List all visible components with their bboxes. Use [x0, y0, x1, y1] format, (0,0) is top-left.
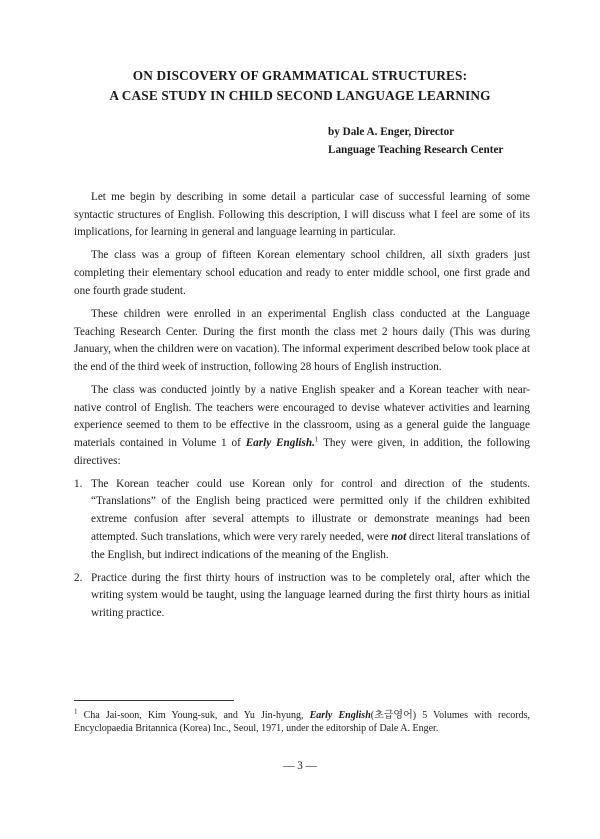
list-number: 2.: [74, 571, 83, 584]
footnote-korean-title: (초급영어): [370, 710, 417, 721]
author-name: by Dale A. Enger, Director: [328, 126, 455, 138]
list-item-text: The Korean teacher could use Korean only for control and direction of the students. “Translations” of the English being practiced were permitted only if the children exhibited extreme confusion after several attempts to illustrate or demonstrate meanings had been attempted. Such translations, which were very rarely needed, were: [91, 477, 530, 543]
footnote-mark: 1: [74, 707, 78, 716]
list-item-tail: direct literal translations of the English, but indirect indications of the meaning of the English.: [91, 530, 530, 561]
author-affiliation: Language Teaching Research Center: [328, 144, 504, 156]
list-item: [74, 476, 530, 565]
footnote-book-title: Early English: [309, 710, 371, 721]
paragraph-4-text: The class was conducted jointly by a native English speaker and a Korean teacher with near-native control of English. The teachers were encouraged to devise whatever activities and learning experience seemed to them to be effective in the classroom, using as a general guide the language materials contained in Volume 1 of: [74, 383, 530, 450]
paragraph-4-tail: They were given, in addition, the following directives:: [74, 437, 530, 467]
paper-title: [60, 66, 540, 106]
title-line-1: ON DISCOVERY OF GRAMMATICAL STRUCTURES:: [132, 68, 468, 83]
list-number: 1.: [74, 477, 83, 490]
footnote: [74, 709, 530, 735]
list-item-text: Practice during the first thirty hours of instruction was to be completely oral, after which the writing system would be taught, using the language learned during the first thirty hours as initial writing practice.: [91, 571, 530, 619]
paragraph-1: Let me begin by describing in some detail a particular case of successful learning of some syntactic structures of English. Following this description, I will discuss what I feel are some of its implications, for learning in general and language learning in particular.: [74, 191, 530, 239]
paragraph-4: [74, 382, 530, 471]
footnote-reference: 1: [314, 435, 319, 444]
title-line-2: A CASE STUDY IN CHILD SECOND LANGUAGE LEARNING: [109, 88, 491, 103]
footnote-tail: 5 Volumes with records, Encyclopaedia Britannica (Korea) Inc., Seoul, 1971, under the editorship of Dale A. Enger.: [74, 710, 530, 735]
page-number: — 3 —: [283, 760, 317, 772]
author-block: [328, 123, 503, 159]
emphasis-not: not: [391, 530, 407, 543]
footnote-text: Cha Jai-soon, Kim Young-suk, and Yu Jin-hyung,: [83, 710, 310, 721]
paragraph-3: These children were enrolled in an experimental English class conducted at the Language Teaching Research Center. During the first month the class met 2 hours daily (This was during January, when the children were on vacation). The informal experiment described below took place at the end of the third week of instruction, following 28 hours of English instruction.: [74, 307, 530, 373]
body-text: [74, 189, 530, 628]
book-title: Early English.: [245, 437, 315, 450]
paragraph-2: The class was a group of fifteen Korean elementary school children, all sixth graders just completing their elementary school education and ready to enter middle school, one first grade and one fourth grade student.: [74, 249, 530, 297]
footnote-divider: [74, 700, 234, 701]
list-item: [74, 570, 530, 623]
directives-list: [74, 476, 530, 623]
